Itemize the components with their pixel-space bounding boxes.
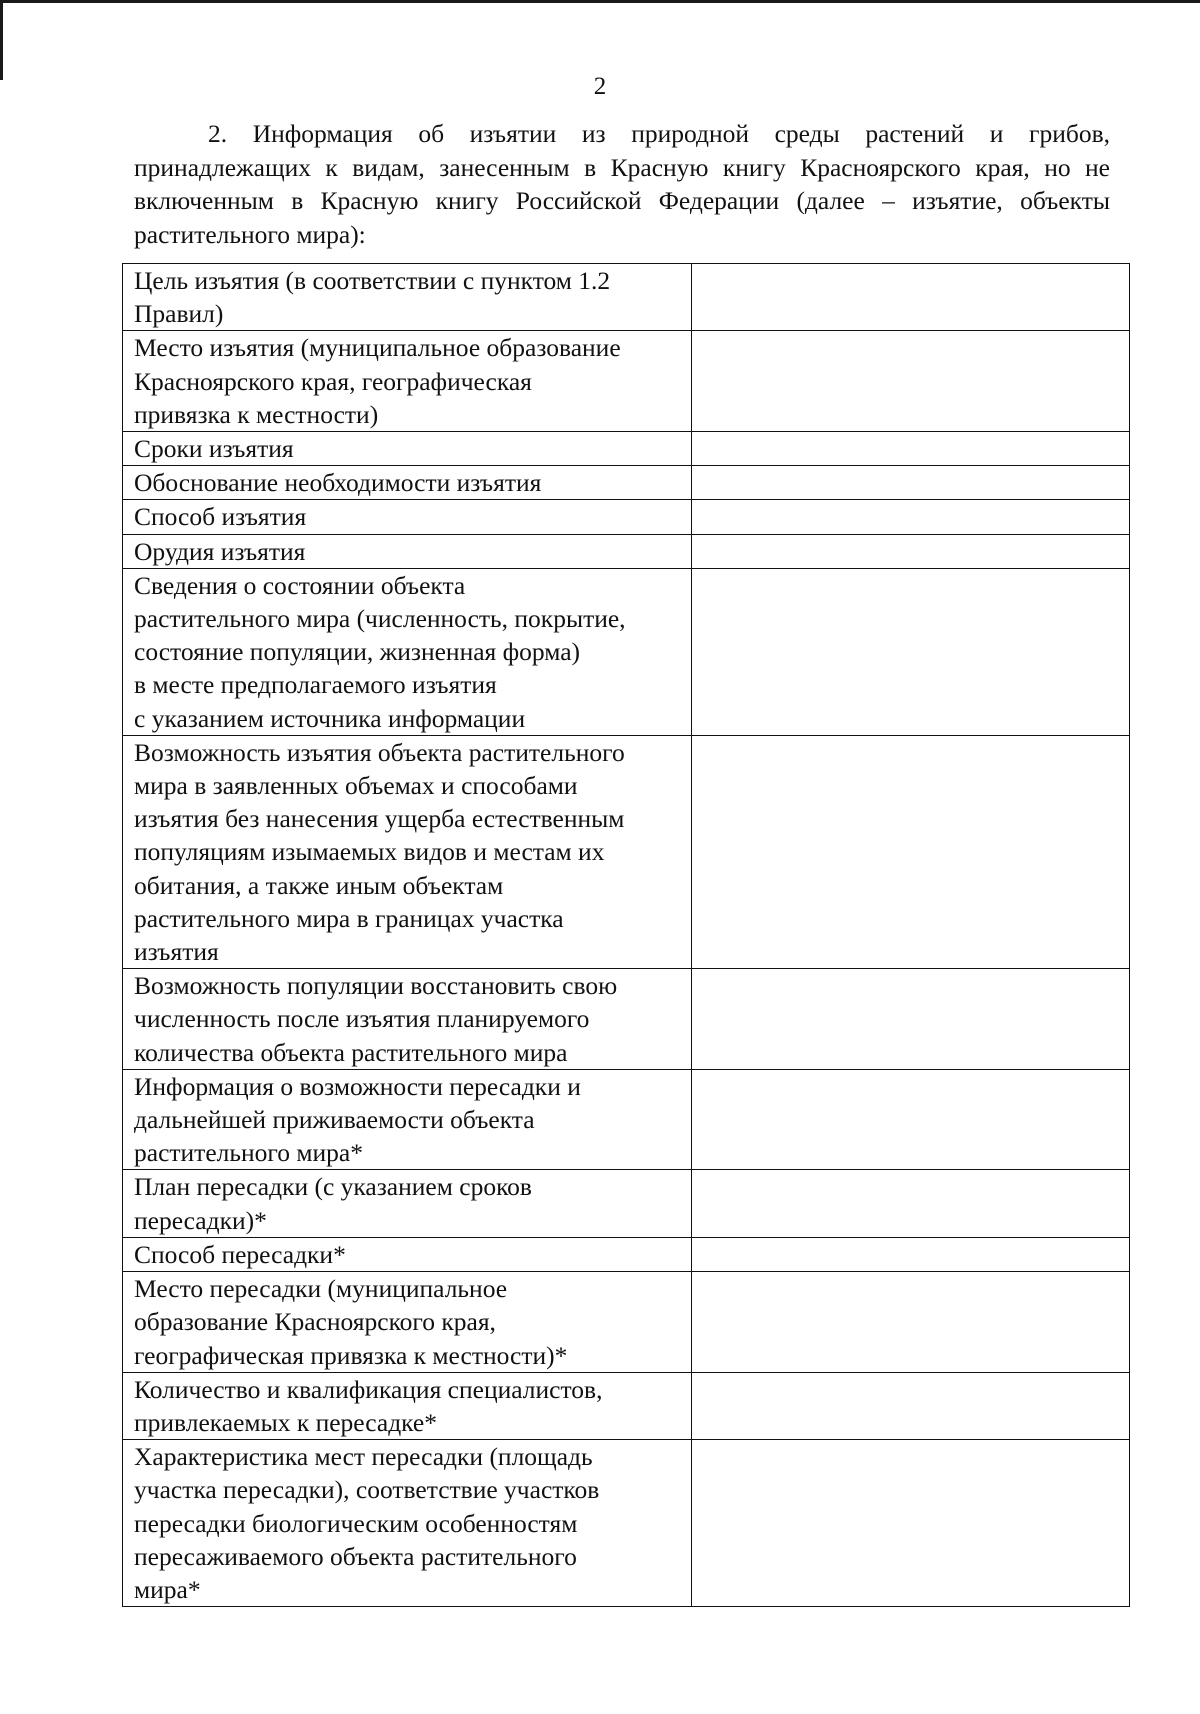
- row-label-line: популяциям изымаемых видов и местам их: [134, 837, 605, 867]
- row-label-line: мира*: [134, 1574, 201, 1604]
- information-table-body: [123, 264, 1130, 1607]
- row-label-cell: [123, 1237, 692, 1271]
- row-value-cell[interactable]: [692, 432, 1130, 466]
- row-value-cell[interactable]: [692, 969, 1130, 1070]
- row-label-line: растительного мира*: [134, 1138, 363, 1168]
- row-label-line: с указанием источника информации: [134, 703, 526, 733]
- row-value-cell[interactable]: [692, 500, 1130, 534]
- table-row: [123, 331, 1130, 432]
- row-label-line: Информация о возможности пересадки и: [134, 1071, 581, 1101]
- row-value-cell[interactable]: [692, 534, 1130, 568]
- row-label-line: Место пересадки (муниципальное: [134, 1274, 508, 1304]
- row-label-line: количества объекта растительного мира: [134, 1037, 568, 1067]
- row-label-line: привязка к местности): [134, 399, 379, 429]
- table-row: [123, 969, 1130, 1070]
- row-value-cell[interactable]: [692, 466, 1130, 500]
- row-label-line: образование Красноярского края,: [134, 1307, 496, 1337]
- table-row: [123, 432, 1130, 466]
- row-label-cell: [123, 466, 692, 500]
- row-label-cell: [123, 568, 692, 735]
- table-row: [123, 466, 1130, 500]
- row-value-cell[interactable]: [692, 1069, 1130, 1170]
- row-label-cell: [123, 264, 692, 331]
- row-label-line: Красноярского края, географическая: [134, 366, 532, 396]
- scan-edge-left: [0, 0, 3, 80]
- row-value-cell[interactable]: [692, 1440, 1130, 1607]
- row-label-line: пересадки биологическим особенностям: [134, 1508, 578, 1538]
- page-number: 2: [593, 73, 607, 100]
- row-label-cell: [123, 1440, 692, 1607]
- table-row: [123, 534, 1130, 568]
- row-label-line: растительного мира в границах участка: [134, 903, 564, 933]
- table-row: [123, 1272, 1130, 1373]
- row-label-cell: [123, 500, 692, 534]
- row-value-cell[interactable]: [692, 1372, 1130, 1439]
- row-label-line: Характеристика мест пересадки (площадь: [134, 1442, 593, 1472]
- row-value-cell[interactable]: [692, 1272, 1130, 1373]
- row-label-line: мира в заявленных объемах и способами: [134, 771, 578, 801]
- row-label-cell: [123, 432, 692, 466]
- table-row: [123, 568, 1130, 735]
- row-label-cell: [123, 1372, 692, 1439]
- row-label-cell: [123, 1272, 692, 1373]
- row-label-line: изъятия: [134, 937, 219, 967]
- row-label-line: участка пересадки), соответствие участков: [134, 1475, 600, 1505]
- row-label-line: Сведения о состоянии объекта: [134, 570, 466, 600]
- row-value-cell[interactable]: [692, 331, 1130, 432]
- row-label-line: Возможность изъятия объекта растительного: [134, 737, 625, 767]
- row-value-cell[interactable]: [692, 1170, 1130, 1237]
- row-label-line: обитания, а также иным объектам: [134, 870, 504, 900]
- row-label-line: состояние популяции, жизненная форма): [134, 637, 581, 667]
- row-label-line: Возможность популяции восстановить свою: [134, 971, 618, 1001]
- table-row: [123, 735, 1130, 968]
- table-row: [123, 500, 1130, 534]
- row-label-line: привлекаемых к пересадке*: [134, 1407, 437, 1437]
- table-row: [123, 1069, 1130, 1170]
- table-row: [123, 1440, 1130, 1607]
- row-label-line: изъятия без нанесения ущерба естественным: [134, 804, 625, 834]
- row-label-line: дальнейшей приживаемости объекта: [134, 1105, 535, 1135]
- information-table: [122, 263, 1130, 1607]
- row-label-line: географическая привязка к местности)*: [134, 1340, 568, 1370]
- row-value-cell[interactable]: [692, 1237, 1130, 1271]
- row-label-line: Количество и квалификация специалистов,: [134, 1374, 603, 1404]
- row-label-line: Орудия изъятия: [134, 536, 306, 566]
- row-label-cell: [123, 534, 692, 568]
- table-row: [123, 264, 1130, 331]
- row-label-cell: [123, 969, 692, 1070]
- intro-paragraph: 2. Информация об изъятии из природной среды растений и грибов, принадлежащих к видам, занесенным в Красную книгу Красноярского края, но не включенным в Красную книгу Российской Федерации (далее – изъятие, объекты растительного мира):: [134, 119, 1110, 249]
- row-value-cell[interactable]: [692, 735, 1130, 968]
- row-label-line: Место изъятия (муниципальное образование: [134, 333, 621, 363]
- row-label-line: Сроки изъятия: [134, 434, 294, 464]
- row-label-line: Цель изъятия (в соответствии с пунктом 1.2: [134, 266, 611, 295]
- row-label-cell: [123, 735, 692, 968]
- row-label-line: План пересадки (с указанием сроков: [134, 1172, 532, 1202]
- row-value-cell[interactable]: [692, 568, 1130, 735]
- row-label-line: пересадки)*: [134, 1205, 267, 1235]
- row-label-line: Правил): [134, 299, 224, 329]
- row-label-cell: [123, 331, 692, 432]
- row-label-line: Способ изъятия: [134, 502, 307, 532]
- row-label-line: Способ пересадки*: [134, 1239, 346, 1269]
- row-label-cell: [123, 1069, 692, 1170]
- row-value-cell[interactable]: [692, 264, 1130, 331]
- row-label-line: растительного мира (численность, покрытие,: [134, 604, 626, 634]
- scan-edge-top: [0, 0, 1200, 3]
- row-label-cell: [123, 1170, 692, 1237]
- row-label-line: численность после изъятия планируемого: [134, 1004, 590, 1034]
- row-label-line: пересаживаемого объекта растительного: [134, 1541, 577, 1571]
- table-row: [123, 1372, 1130, 1439]
- table-row: [123, 1170, 1130, 1237]
- row-label-line: в месте предполагаемого изъятия: [134, 670, 497, 700]
- row-label-line: Обоснование необходимости изъятия: [134, 468, 542, 498]
- table-row: [123, 1237, 1130, 1271]
